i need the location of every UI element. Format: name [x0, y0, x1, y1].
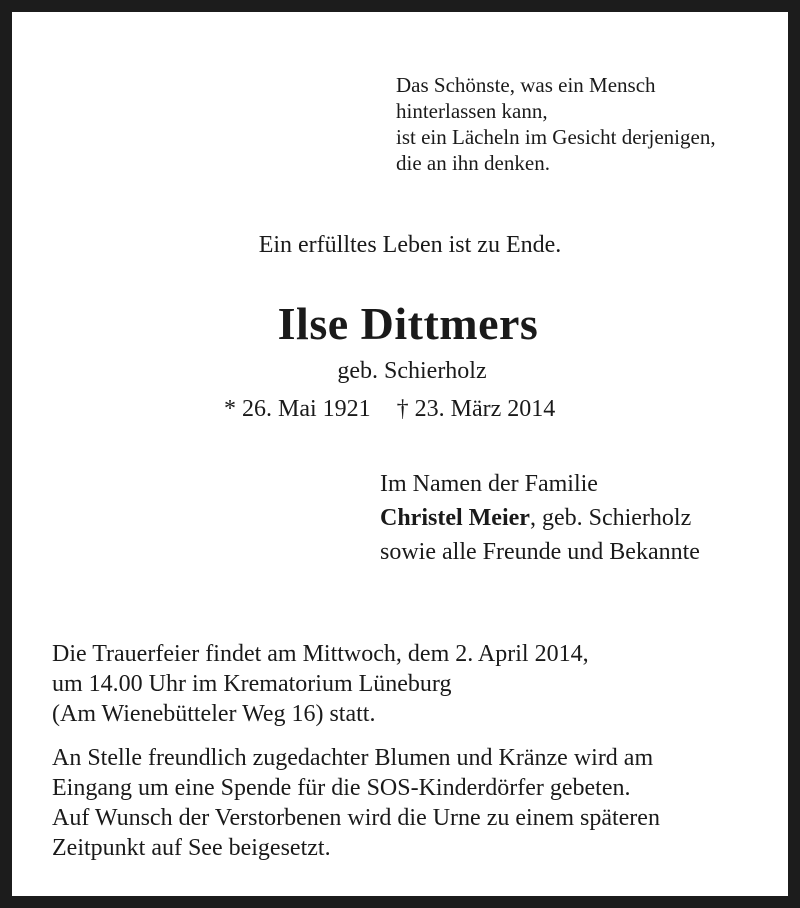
ceremony-info — [52, 639, 589, 729]
family-signature — [380, 467, 700, 569]
deceased-name: Ilse Dittmers — [277, 298, 539, 349]
ceremony-line: (Am Wienebütteler Weg 16) statt. — [52, 701, 376, 727]
memorial-quote — [396, 72, 716, 176]
donation-line: Auf Wunsch der Verstorbenen wird die Urne zu einem späteren — [52, 805, 660, 831]
life-dates — [224, 394, 555, 424]
mourner-name: Christel Meier — [380, 505, 530, 531]
donation-line: Zeitpunkt auf See beigesetzt. — [52, 835, 331, 861]
quote-line: hinterlassen kann, — [396, 99, 548, 123]
mourner-maiden-name: , geb. Schierholz — [529, 505, 692, 531]
quote-line: die an ihn denken. — [396, 151, 550, 175]
mourner-line — [380, 501, 700, 535]
intro-text: Ein erfülltes Leben ist zu Ende. — [258, 232, 562, 258]
birth-date: * 26. Mai 1921 — [224, 396, 371, 422]
quote-line: ist ein Lächeln im Gesicht derjenigen, — [396, 125, 716, 149]
donation-info — [52, 743, 660, 863]
maiden-name: geb. Schierholz — [337, 358, 487, 384]
donation-line: Eingang um eine Spende für die SOS-Kinderdörfer gebeten. — [52, 775, 631, 801]
friends-line: sowie alle Freunde und Bekannte — [380, 539, 700, 565]
quote-line: Das Schönste, was ein Mensch — [396, 73, 656, 97]
ceremony-line: um 14.00 Uhr im Krematorium Lüneburg — [52, 671, 452, 697]
family-line: Im Namen der Familie — [380, 471, 598, 497]
donation-line: An Stelle freundlich zugedachter Blumen und Kränze wird am — [52, 745, 654, 771]
ceremony-line: Die Trauerfeier findet am Mittwoch, dem 2. April 2014, — [52, 641, 589, 667]
intro-line — [12, 230, 800, 260]
death-date: † 23. März 2014 — [396, 396, 556, 422]
